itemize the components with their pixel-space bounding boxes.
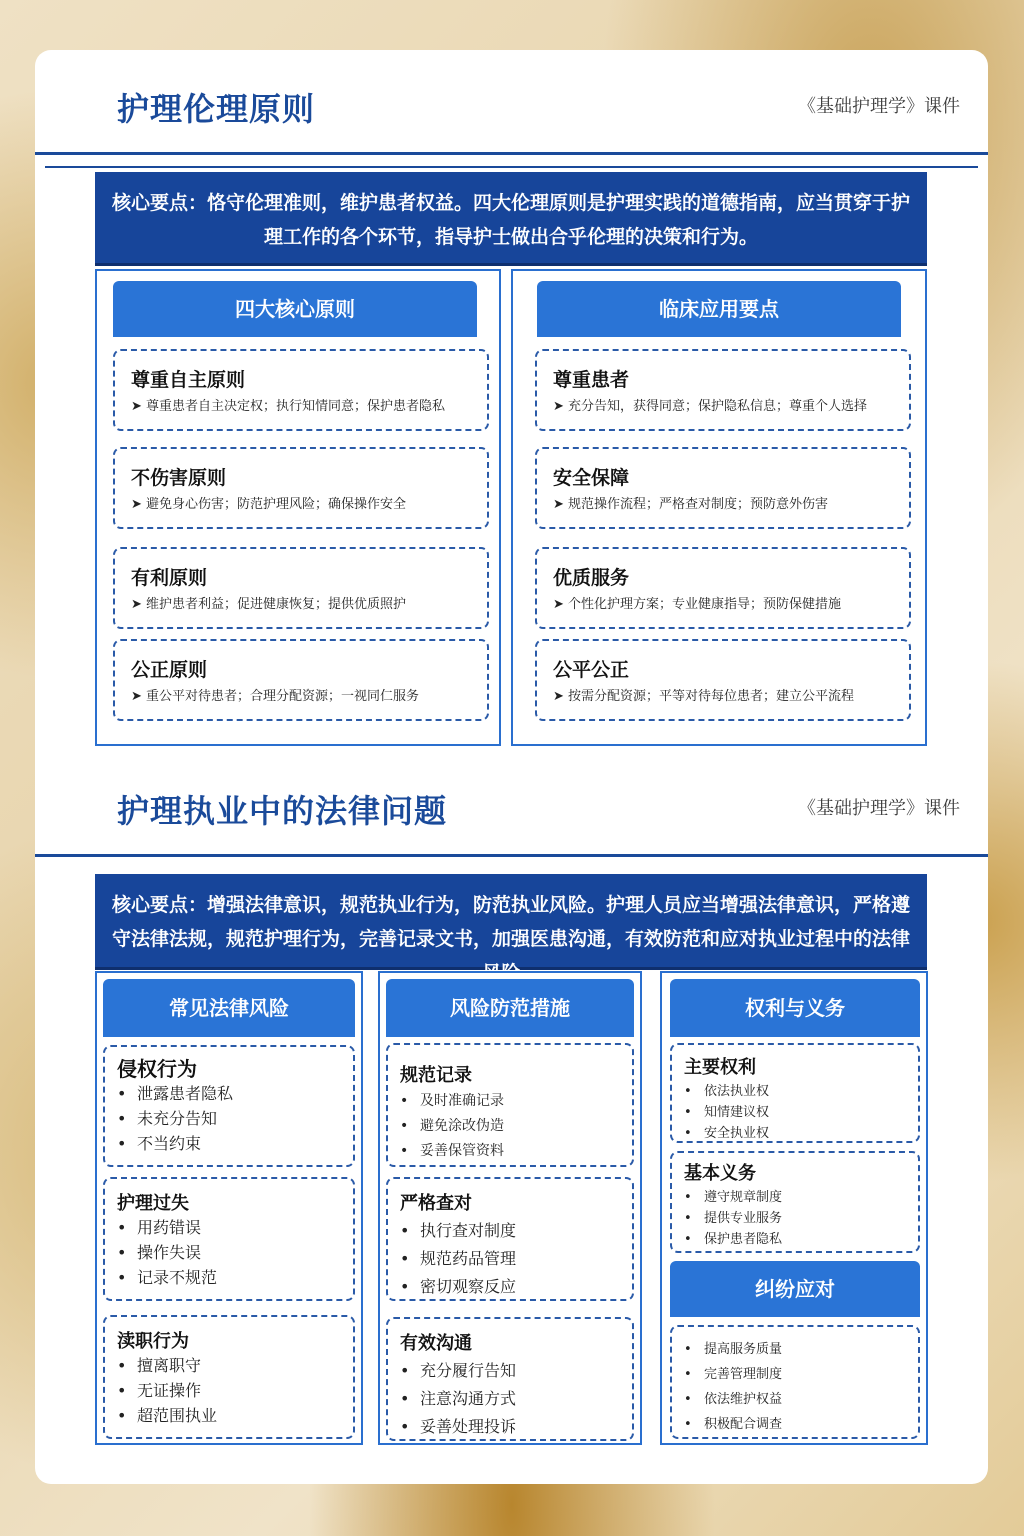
section-title: 护理执业中的法律问题	[117, 792, 448, 830]
list-item: • 积极配合调查	[684, 1412, 782, 1437]
rights-group	[670, 1043, 920, 1143]
clinical-desc: ➤ 充分告知，获得同意；保护隐私信息；尊重个人选择	[553, 399, 868, 414]
list-item: • 规范药品管理	[400, 1245, 516, 1273]
principle-title: 不伤害原则	[131, 467, 227, 489]
course-label: 《基础护理学》课件	[798, 798, 960, 819]
list-item: • 擅离职守	[117, 1353, 217, 1378]
list-item: • 依法执业权	[684, 1081, 769, 1102]
list-item: • 操作失误	[117, 1240, 217, 1265]
panel-header: 权利与义务	[670, 979, 920, 1037]
list-item: • 不当约束	[117, 1131, 233, 1156]
principle-card	[113, 547, 489, 629]
prevention-panel	[378, 971, 642, 1445]
list-item: • 用药错误	[117, 1215, 217, 1240]
section-header	[35, 70, 988, 130]
key-points-box: 核心要点：增强法律意识，规范执业行为，防范执业风险。护理人员应当增强法律意识，严格遵守法律法规，规范护理行为，完善记录文书，加强医患沟通，有效防范和应对执业过程中的法律	[95, 874, 927, 970]
principle-title: 尊重自主原则	[131, 369, 246, 391]
list-item: • 保护患者隐私	[684, 1229, 782, 1250]
principle-desc: ➤ 避免身心伤害；防范护理风险；确保操作安全	[131, 497, 407, 512]
principles-panel	[95, 269, 501, 746]
group-title: 主要权利	[684, 1057, 756, 1078]
group-title: 渎职行为	[117, 1331, 189, 1352]
principle-card	[113, 639, 489, 721]
clinical-card	[535, 547, 911, 629]
list-item: • 执行查对制度	[400, 1217, 516, 1245]
clinical-title: 安全保障	[553, 467, 630, 489]
risk-group	[103, 1315, 355, 1439]
dispute-group	[670, 1325, 920, 1439]
clinical-desc: ➤ 按需分配资源；平等对待每位患者；建立公平流程	[553, 689, 855, 704]
panel-header: 风险防范措施	[386, 979, 634, 1037]
divider	[45, 166, 978, 168]
panel-header: 常见法律风险	[103, 979, 355, 1037]
risk-group	[103, 1177, 355, 1301]
clinical-card	[535, 639, 911, 721]
list-item: • 提高服务质量	[684, 1337, 782, 1362]
group-title: 侵权行为	[117, 1057, 197, 1081]
group-title: 基本义务	[684, 1163, 756, 1184]
principle-title: 有利原则	[131, 567, 208, 589]
dispute-header: 纠纷应对	[670, 1261, 920, 1317]
divider	[35, 854, 988, 857]
group-list	[400, 1357, 516, 1441]
list-item: • 充分履行告知	[400, 1357, 516, 1385]
list-item: • 注意沟通方式	[400, 1385, 516, 1413]
group-title: 规范记录	[400, 1065, 472, 1086]
clinical-card	[535, 447, 911, 529]
list-item: • 知情建议权	[684, 1102, 769, 1123]
principle-desc: ➤ 维护患者利益；促进健康恢复；提供优质照护	[131, 597, 407, 612]
clinical-title: 优质服务	[553, 567, 630, 589]
principle-title: 公正原则	[131, 659, 208, 681]
legal-risks-panel	[95, 971, 363, 1445]
list-item: • 无证操作	[117, 1378, 217, 1403]
list-item: • 避免涂改伪造	[400, 1114, 504, 1139]
group-title: 有效沟通	[400, 1333, 472, 1354]
list-item: • 记录不规范	[117, 1265, 217, 1290]
list-item: • 妥善保管资料	[400, 1139, 504, 1164]
rights-duties-panel	[660, 971, 928, 1445]
list-item: • 妥善处理投诉	[400, 1413, 516, 1441]
principle-desc: ➤ 尊重患者自主决定权；执行知情同意；保护患者隐私	[131, 399, 446, 414]
panel-header: 临床应用要点	[537, 281, 901, 337]
group-list	[684, 1337, 782, 1437]
group-list	[400, 1089, 504, 1164]
group-title: 严格查对	[400, 1193, 472, 1214]
principle-desc: ➤ 重公平对待患者；合理分配资源；一视同仁服务	[131, 689, 420, 704]
duties-group	[670, 1151, 920, 1253]
prevention-group	[386, 1317, 634, 1441]
key-points-box: 核心要点：恪守伦理准则，维护患者权益。四大伦理原则是护理实践的道德指南，应当贯穿于护理工作的各个环节，指导护士做出合乎伦理的决策和行为。	[95, 172, 927, 266]
group-list	[400, 1217, 516, 1301]
course-label: 《基础护理学》课件	[798, 96, 960, 117]
clinical-title: 尊重患者	[553, 369, 630, 391]
list-item: • 安全执业权	[684, 1123, 769, 1144]
list-item: • 完善管理制度	[684, 1362, 782, 1387]
list-item: • 超范围执业	[117, 1403, 217, 1428]
section-title: 护理伦理原则	[117, 90, 316, 128]
clinical-desc: ➤ 规范操作流程；严格查对制度；预防意外伤害	[553, 497, 829, 512]
principle-card	[113, 349, 489, 431]
content-card	[35, 50, 988, 1484]
group-list	[684, 1081, 769, 1144]
list-item: • 依法维护权益	[684, 1387, 782, 1412]
clinical-desc: ➤ 个性化护理方案；专业健康指导；预防保健措施	[553, 597, 842, 612]
clinical-title: 公平公正	[553, 659, 630, 681]
prevention-group	[386, 1043, 634, 1167]
list-item: • 遵守规章制度	[684, 1187, 782, 1208]
list-item: • 提供专业服务	[684, 1208, 782, 1229]
list-item: • 未充分告知	[117, 1106, 233, 1131]
group-list	[117, 1353, 217, 1428]
group-list	[684, 1187, 782, 1250]
prevention-group	[386, 1177, 634, 1301]
group-title: 护理过失	[117, 1193, 189, 1214]
list-item: • 泄露患者隐私	[117, 1081, 233, 1106]
clinical-panel	[511, 269, 927, 746]
list-item: • 密切观察反应	[400, 1273, 516, 1301]
list-item: • 及时准确记录	[400, 1089, 504, 1114]
principle-card	[113, 447, 489, 529]
group-list	[117, 1081, 233, 1156]
divider	[35, 152, 988, 155]
risk-group	[103, 1045, 355, 1167]
group-list	[117, 1215, 217, 1290]
clinical-card	[535, 349, 911, 431]
section-header	[35, 772, 988, 832]
panel-header: 四大核心原则	[113, 281, 477, 337]
